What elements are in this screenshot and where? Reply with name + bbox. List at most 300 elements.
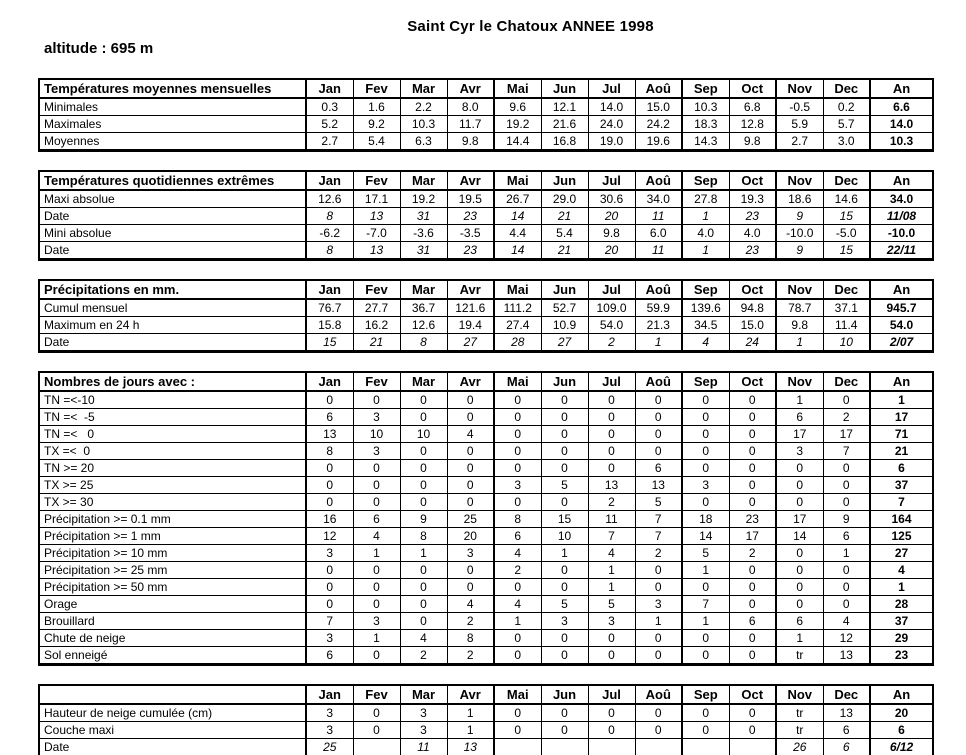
value-cell: 27 <box>541 334 588 352</box>
value-cell: 1 <box>682 208 729 225</box>
value-cell: 1 <box>682 242 729 260</box>
row-label: Sol enneigé <box>39 647 306 665</box>
value-cell: 34.0 <box>635 190 682 208</box>
value-cell: 0 <box>494 647 541 665</box>
value-cell: 10 <box>823 334 870 352</box>
value-cell: -10.0 <box>776 225 823 242</box>
value-cell: 9 <box>400 511 447 528</box>
value-cell: 0 <box>776 477 823 494</box>
value-cell: 21 <box>541 208 588 225</box>
value-cell: 19.4 <box>447 317 494 334</box>
value-cell: 0 <box>635 704 682 722</box>
value-cell: 2 <box>494 562 541 579</box>
value-cell: 6 <box>306 409 353 426</box>
value-cell: 0 <box>400 391 447 409</box>
value-cell: 0 <box>588 426 635 443</box>
value-cell: 0 <box>635 630 682 647</box>
value-cell: 76.7 <box>306 299 353 317</box>
value-cell: 13 <box>447 739 494 755</box>
month-header: Aoû <box>635 171 682 190</box>
value-cell <box>588 739 635 755</box>
row-label: Maximales <box>39 116 306 133</box>
value-cell: 5.4 <box>541 225 588 242</box>
month-header: Fev <box>353 79 400 98</box>
table-row <box>39 242 933 260</box>
row-label: Orage <box>39 596 306 613</box>
value-cell: 0 <box>682 443 729 460</box>
value-cell: 5.7 <box>823 116 870 133</box>
value-cell: 0 <box>447 494 494 511</box>
value-cell: 0 <box>776 562 823 579</box>
value-cell: 19.0 <box>588 133 635 151</box>
value-cell: 3 <box>776 443 823 460</box>
month-header: Sep <box>682 171 729 190</box>
value-cell: 8 <box>400 528 447 545</box>
value-cell: 37 <box>870 613 933 630</box>
value-cell: 6 <box>353 511 400 528</box>
value-cell: 6/12 <box>870 739 933 755</box>
value-cell: 0 <box>494 579 541 596</box>
table-row <box>39 409 933 426</box>
table-row <box>39 494 933 511</box>
value-cell: 13 <box>823 704 870 722</box>
value-cell: 12.6 <box>400 317 447 334</box>
row-label: Maxi absolue <box>39 190 306 208</box>
value-cell: 7 <box>635 511 682 528</box>
value-cell: 29.0 <box>541 190 588 208</box>
value-cell: 0 <box>729 477 776 494</box>
table-row <box>39 528 933 545</box>
value-cell: 3 <box>494 477 541 494</box>
value-cell: 0 <box>353 391 400 409</box>
value-cell: 8 <box>306 208 353 225</box>
value-cell: 5 <box>541 596 588 613</box>
value-cell: 20 <box>447 528 494 545</box>
temperatures-moyennes-table <box>38 78 934 152</box>
value-cell: 14.3 <box>682 133 729 151</box>
month-header: Jan <box>306 372 353 391</box>
value-cell: 21 <box>541 242 588 260</box>
value-cell: 0 <box>729 596 776 613</box>
value-cell: 0 <box>494 460 541 477</box>
value-cell: 7 <box>306 613 353 630</box>
value-cell: 12 <box>306 528 353 545</box>
value-cell: 11/08 <box>870 208 933 225</box>
value-cell: 28 <box>870 596 933 613</box>
table-row <box>39 511 933 528</box>
month-header: Fev <box>353 171 400 190</box>
value-cell: 12.8 <box>729 116 776 133</box>
value-cell: 19.2 <box>494 116 541 133</box>
month-header: Jun <box>541 685 588 704</box>
value-cell: 5 <box>682 545 729 562</box>
value-cell: 0 <box>729 722 776 739</box>
value-cell: -7.0 <box>353 225 400 242</box>
row-label: Précipitation >= 50 mm <box>39 579 306 596</box>
value-cell: 13 <box>353 242 400 260</box>
value-cell: 0 <box>541 391 588 409</box>
month-header: An <box>870 79 933 98</box>
value-cell: 0 <box>682 722 729 739</box>
value-cell: 0 <box>400 409 447 426</box>
table-row <box>39 562 933 579</box>
month-header: Aoû <box>635 280 682 299</box>
value-cell: 1 <box>588 579 635 596</box>
value-cell: 24 <box>729 334 776 352</box>
value-cell: 0 <box>682 630 729 647</box>
value-cell <box>682 739 729 755</box>
month-header: Mai <box>494 79 541 98</box>
value-cell: 3.0 <box>823 133 870 151</box>
month-header: An <box>870 171 933 190</box>
value-cell: 109.0 <box>588 299 635 317</box>
value-cell: 0 <box>400 460 447 477</box>
row-label: Moyennes <box>39 133 306 151</box>
value-cell: 14.4 <box>494 133 541 151</box>
value-cell: 0 <box>306 579 353 596</box>
value-cell: 0 <box>400 596 447 613</box>
value-cell: 71 <box>870 426 933 443</box>
month-header: An <box>870 372 933 391</box>
value-cell: 5 <box>541 477 588 494</box>
value-cell: 0 <box>353 647 400 665</box>
value-cell: 10 <box>541 528 588 545</box>
table-row <box>39 579 933 596</box>
value-cell: 0 <box>400 494 447 511</box>
month-header: Avr <box>447 171 494 190</box>
value-cell: 4 <box>494 545 541 562</box>
value-cell: 19.2 <box>400 190 447 208</box>
value-cell: 0 <box>682 704 729 722</box>
value-cell: 125 <box>870 528 933 545</box>
month-header: Jul <box>588 171 635 190</box>
value-cell: 0 <box>353 704 400 722</box>
value-cell: 20 <box>588 242 635 260</box>
value-cell: 3 <box>400 704 447 722</box>
value-cell: 17 <box>776 511 823 528</box>
value-cell: 4 <box>353 528 400 545</box>
value-cell: -3.5 <box>447 225 494 242</box>
value-cell: 6.3 <box>400 133 447 151</box>
value-cell: 0 <box>776 596 823 613</box>
row-label: TN =< -5 <box>39 409 306 426</box>
value-cell: 0 <box>635 579 682 596</box>
value-cell: 23 <box>729 242 776 260</box>
month-header: Jul <box>588 372 635 391</box>
value-cell: 0 <box>400 579 447 596</box>
month-header: Jan <box>306 171 353 190</box>
value-cell: 0 <box>494 443 541 460</box>
value-cell: 21 <box>870 443 933 460</box>
table-row <box>39 613 933 630</box>
value-cell: 8 <box>447 630 494 647</box>
value-cell: 17 <box>776 426 823 443</box>
value-cell: 0 <box>588 647 635 665</box>
month-header: Oct <box>729 171 776 190</box>
value-cell: 0 <box>682 409 729 426</box>
value-cell: 3 <box>353 443 400 460</box>
month-header: Nov <box>776 685 823 704</box>
value-cell: 6 <box>823 739 870 755</box>
value-cell: 13 <box>823 647 870 665</box>
row-label: Date <box>39 739 306 755</box>
month-header: Nov <box>776 79 823 98</box>
value-cell: 0 <box>682 391 729 409</box>
value-cell: 0 <box>635 409 682 426</box>
value-cell: 0 <box>729 562 776 579</box>
table-row <box>39 426 933 443</box>
table-header-label: Nombres de jours avec : <box>39 372 306 391</box>
value-cell: 0 <box>823 596 870 613</box>
value-cell: 6 <box>823 528 870 545</box>
month-header: Aoû <box>635 79 682 98</box>
month-header: Fev <box>353 372 400 391</box>
value-cell: 4.0 <box>729 225 776 242</box>
table-row <box>39 225 933 242</box>
value-cell: 3 <box>306 722 353 739</box>
value-cell: 0 <box>447 443 494 460</box>
value-cell: 0 <box>541 426 588 443</box>
value-cell: 1 <box>682 562 729 579</box>
value-cell: 18 <box>682 511 729 528</box>
value-cell: 1 <box>776 334 823 352</box>
table-header-label: Températures moyennes mensuelles <box>39 79 306 98</box>
value-cell: 9.8 <box>729 133 776 151</box>
value-cell: 2 <box>447 613 494 630</box>
value-cell: 26.7 <box>494 190 541 208</box>
value-cell: 27.7 <box>353 299 400 317</box>
value-cell: 14 <box>494 242 541 260</box>
value-cell: 0 <box>494 409 541 426</box>
value-cell: 9.2 <box>353 116 400 133</box>
value-cell: 2 <box>588 494 635 511</box>
value-cell: 0 <box>494 391 541 409</box>
value-cell: 0 <box>776 579 823 596</box>
value-cell: 9 <box>776 242 823 260</box>
value-cell: 3 <box>447 545 494 562</box>
value-cell: 1 <box>447 722 494 739</box>
value-cell: 0 <box>306 477 353 494</box>
value-cell: 22/11 <box>870 242 933 260</box>
value-cell: 19.5 <box>447 190 494 208</box>
temperatures-extremes-table <box>38 170 934 261</box>
value-cell: 4 <box>682 334 729 352</box>
value-cell: -6.2 <box>306 225 353 242</box>
month-header: Aoû <box>635 685 682 704</box>
value-cell: 4 <box>823 613 870 630</box>
value-cell: 3 <box>306 545 353 562</box>
row-label: Hauteur de neige cumulée (cm) <box>39 704 306 722</box>
value-cell: 54.0 <box>588 317 635 334</box>
value-cell: 0 <box>541 704 588 722</box>
value-cell: tr <box>776 722 823 739</box>
value-cell: 12.1 <box>541 98 588 116</box>
value-cell: 0 <box>729 460 776 477</box>
value-cell: 2 <box>729 545 776 562</box>
value-cell: 3 <box>306 630 353 647</box>
value-cell: 0 <box>541 722 588 739</box>
value-cell: -5.0 <box>823 225 870 242</box>
value-cell: 121.6 <box>447 299 494 317</box>
value-cell: 1 <box>588 562 635 579</box>
value-cell: 14 <box>494 208 541 225</box>
value-cell: 25 <box>447 511 494 528</box>
month-header: Oct <box>729 280 776 299</box>
neige-table <box>38 684 934 755</box>
value-cell: 13 <box>353 208 400 225</box>
value-cell: 4 <box>588 545 635 562</box>
value-cell: 0 <box>823 494 870 511</box>
value-cell: 14.6 <box>823 190 870 208</box>
value-cell: 0 <box>306 494 353 511</box>
value-cell: 0 <box>729 704 776 722</box>
value-cell: 7 <box>870 494 933 511</box>
row-label: Date <box>39 208 306 225</box>
value-cell: 0 <box>588 391 635 409</box>
value-cell: 1 <box>400 545 447 562</box>
value-cell: 0 <box>400 477 447 494</box>
month-header: Jun <box>541 171 588 190</box>
value-cell: 0 <box>823 579 870 596</box>
month-header: Nov <box>776 372 823 391</box>
value-cell: 11 <box>635 208 682 225</box>
value-cell: 1 <box>635 334 682 352</box>
value-cell: 8 <box>494 511 541 528</box>
month-header: Mai <box>494 685 541 704</box>
table-row <box>39 596 933 613</box>
value-cell: 3 <box>541 613 588 630</box>
month-header: Mar <box>400 79 447 98</box>
value-cell: 5 <box>635 494 682 511</box>
value-cell: 1 <box>823 545 870 562</box>
value-cell: 4 <box>870 562 933 579</box>
value-cell: tr <box>776 704 823 722</box>
value-cell: 3 <box>400 722 447 739</box>
value-cell: 24.2 <box>635 116 682 133</box>
value-cell: 5 <box>588 596 635 613</box>
value-cell: 31 <box>400 242 447 260</box>
value-cell: 34.5 <box>682 317 729 334</box>
month-header: Dec <box>823 79 870 98</box>
value-cell: 37 <box>870 477 933 494</box>
value-cell: -0.5 <box>776 98 823 116</box>
table-row <box>39 334 933 352</box>
month-header: Avr <box>447 685 494 704</box>
table-row <box>39 443 933 460</box>
month-header: Dec <box>823 171 870 190</box>
value-cell: 3 <box>635 596 682 613</box>
value-cell: 10.9 <box>541 317 588 334</box>
value-cell: 1 <box>447 704 494 722</box>
value-cell: 0 <box>635 562 682 579</box>
value-cell: 14 <box>776 528 823 545</box>
value-cell: 0 <box>353 722 400 739</box>
value-cell: 1.6 <box>353 98 400 116</box>
table-row <box>39 391 933 409</box>
value-cell: 78.7 <box>776 299 823 317</box>
value-cell: 18.6 <box>776 190 823 208</box>
value-cell: 13 <box>306 426 353 443</box>
value-cell: 13 <box>635 477 682 494</box>
value-cell: 0 <box>494 722 541 739</box>
table-row <box>39 116 933 133</box>
month-header: Sep <box>682 685 729 704</box>
value-cell: 0 <box>400 443 447 460</box>
row-label: TN =<-10 <box>39 391 306 409</box>
table-row <box>39 133 933 151</box>
value-cell: 0 <box>776 545 823 562</box>
value-cell: 20 <box>870 704 933 722</box>
value-cell: 21.3 <box>635 317 682 334</box>
value-cell: 0 <box>494 704 541 722</box>
value-cell: 16 <box>306 511 353 528</box>
value-cell: 1 <box>870 391 933 409</box>
row-label: TX >= 30 <box>39 494 306 511</box>
month-header: Oct <box>729 685 776 704</box>
month-header: Avr <box>447 79 494 98</box>
value-cell: 0 <box>635 722 682 739</box>
value-cell: 0.2 <box>823 98 870 116</box>
row-label: Précipitation >= 25 mm <box>39 562 306 579</box>
table-row <box>39 98 933 116</box>
value-cell: 0 <box>400 613 447 630</box>
value-cell: 6.8 <box>729 98 776 116</box>
value-cell <box>494 739 541 755</box>
month-header: Jan <box>306 280 353 299</box>
value-cell: 14.0 <box>870 116 933 133</box>
month-header: Jun <box>541 372 588 391</box>
row-label: Date <box>39 334 306 352</box>
value-cell: 0 <box>447 409 494 426</box>
row-label: Cumul mensuel <box>39 299 306 317</box>
value-cell: 23 <box>729 511 776 528</box>
value-cell: 23 <box>729 208 776 225</box>
value-cell: 0 <box>635 443 682 460</box>
month-header: Mar <box>400 280 447 299</box>
value-cell: 0 <box>635 426 682 443</box>
month-header: Dec <box>823 372 870 391</box>
jours-table <box>38 371 934 666</box>
value-cell: 0 <box>353 596 400 613</box>
value-cell: 17 <box>729 528 776 545</box>
value-cell: 0 <box>635 391 682 409</box>
value-cell: 6.0 <box>635 225 682 242</box>
value-cell: 0 <box>588 704 635 722</box>
value-cell: 10.3 <box>682 98 729 116</box>
value-cell: 29 <box>870 630 933 647</box>
value-cell: 25 <box>306 739 353 755</box>
value-cell: 27.8 <box>682 190 729 208</box>
value-cell: 54.0 <box>870 317 933 334</box>
value-cell: 36.7 <box>400 299 447 317</box>
month-header: Mai <box>494 372 541 391</box>
value-cell: 0 <box>588 460 635 477</box>
value-cell: 8 <box>306 443 353 460</box>
month-header: Dec <box>823 685 870 704</box>
value-cell: 0 <box>682 579 729 596</box>
month-header: Mar <box>400 372 447 391</box>
table-header-label: Températures quotidiennes extrêmes <box>39 171 306 190</box>
month-header: Jan <box>306 685 353 704</box>
value-cell: 3 <box>353 409 400 426</box>
value-cell: 23 <box>447 242 494 260</box>
value-cell: 11.7 <box>447 116 494 133</box>
value-cell: 0.3 <box>306 98 353 116</box>
value-cell: 13 <box>588 477 635 494</box>
value-cell: 18.3 <box>682 116 729 133</box>
value-cell: 0 <box>494 630 541 647</box>
value-cell: 1 <box>776 391 823 409</box>
